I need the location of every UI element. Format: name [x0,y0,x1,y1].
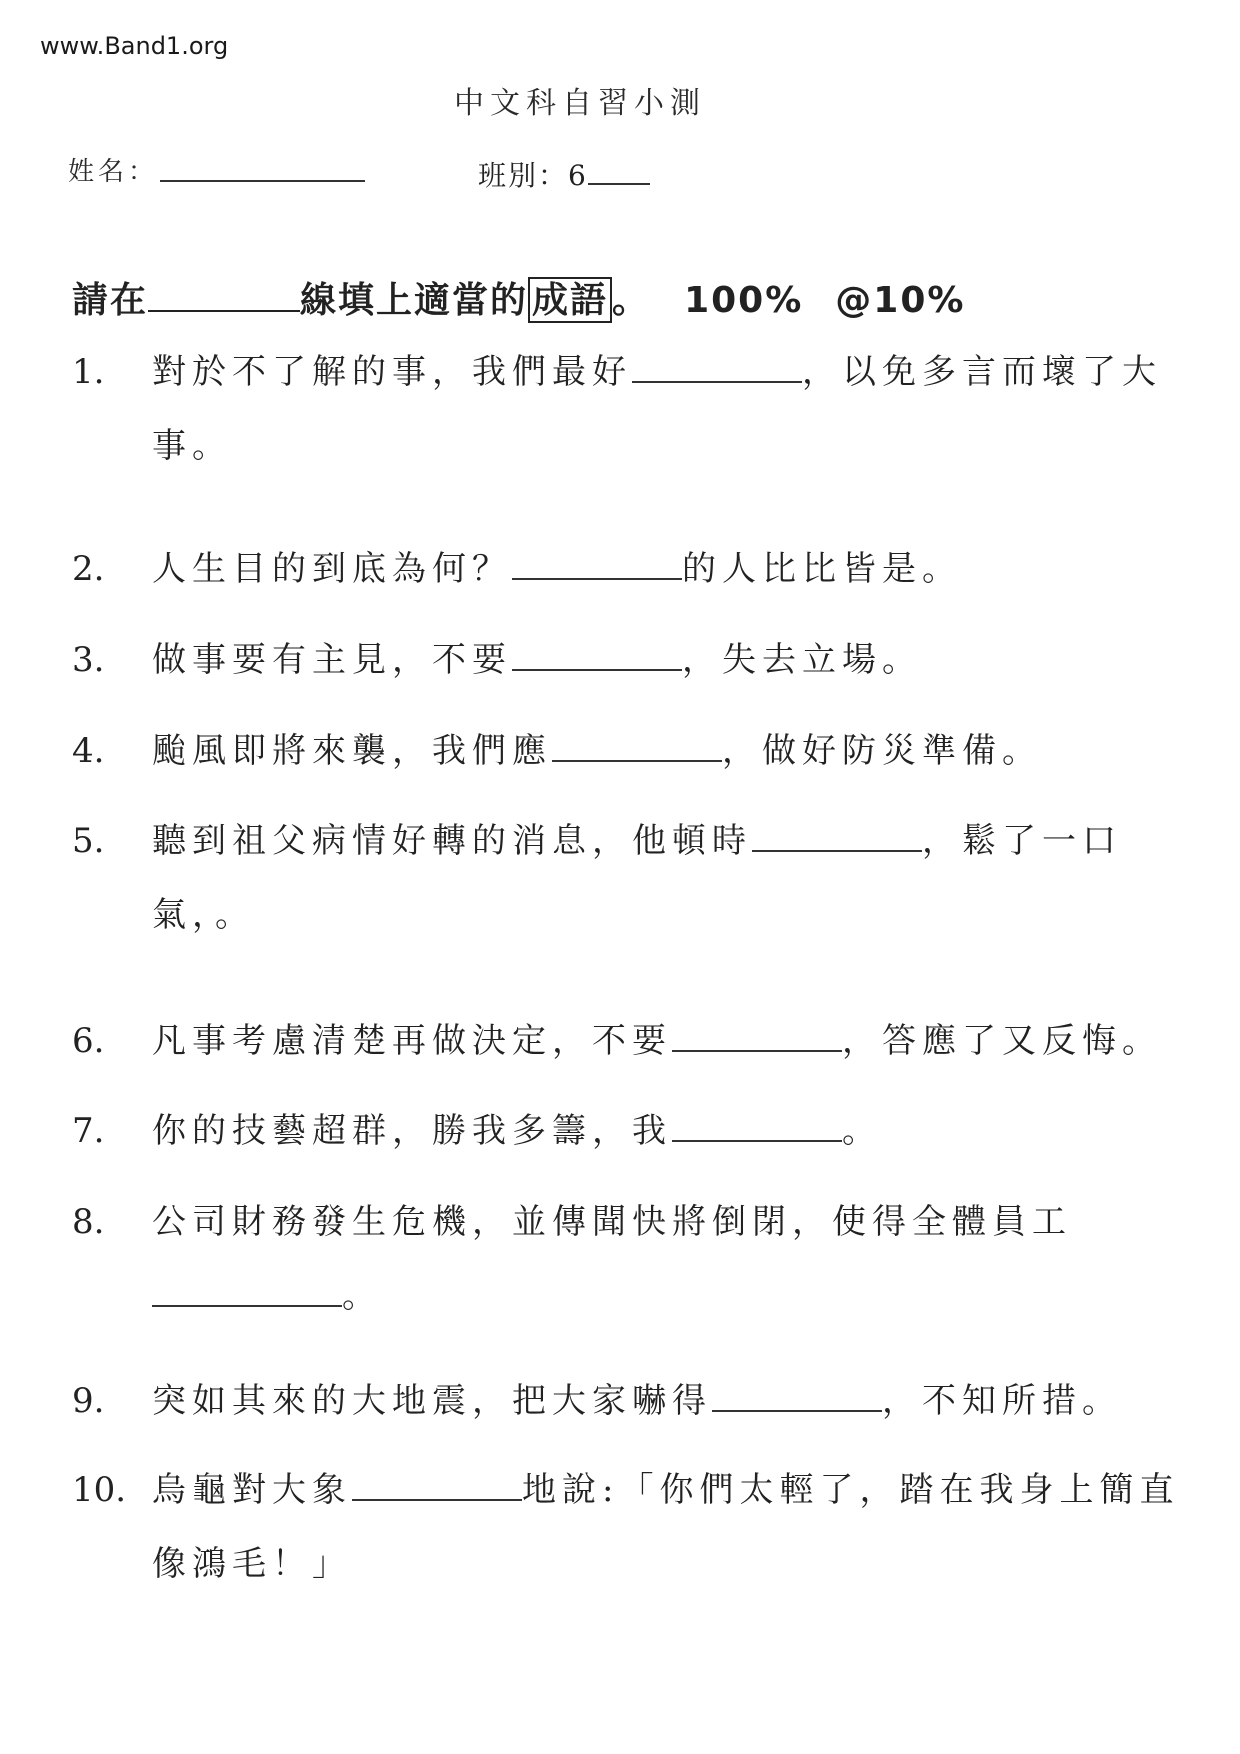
question-8 [72,1185,1172,1333]
answer-blank-10[interactable] [352,1473,522,1501]
answer-blank-6[interactable] [672,1024,842,1052]
class-blank[interactable] [588,157,650,185]
question-number: 1. [72,352,105,392]
watermark-url: www.Band1.org [40,32,229,60]
question-text-before: 做事要有主見，不要 [152,640,512,680]
instruction-prefix: 請在 [72,279,149,321]
answer-blank-8[interactable] [152,1279,342,1307]
question-text-after: 的人比比皆是。 [682,549,962,589]
question-2 [72,532,1172,606]
page-title: 中文科自習小測 [454,86,706,121]
question-text-after: ，做好防災準備。 [722,731,1042,771]
question-text-before: 人生目的到底為何？ [152,549,512,589]
name-label: 姓名： [68,157,159,187]
question-text-before: 聽到祖父病情好轉的消息，他頓時 [152,821,752,861]
question-text-continued: 事。 [152,426,232,466]
question-text-continued: 氣，。 [152,895,255,935]
question-text-before: 烏龜對大象 [152,1470,352,1510]
instruction [72,272,965,323]
question-6 [72,1004,1172,1078]
answer-blank-1[interactable] [632,355,802,383]
question-text-after: 。 [842,1111,882,1151]
answer-blank-2[interactable] [512,552,682,580]
question-text-after: ，以免多言而壞了大 [802,352,1162,392]
instruction-blank-sample [148,284,300,312]
question-text-before: 公司財務發生危機，並傳聞快將倒閉，使得全體員工 [152,1202,1072,1242]
score-total: 100% [684,280,804,321]
answer-blank-4[interactable] [552,734,722,762]
instruction-suffix: 。 [612,279,651,321]
question-number: 7. [72,1111,105,1151]
answer-blank-3[interactable] [512,643,682,671]
question-text-before: 對於不了解的事，我們最好 [152,352,632,392]
question-text-after: ，鬆了一口 [922,821,1122,861]
question-9 [72,1364,1172,1438]
question-text-continued: 像鴻毛！」 [152,1544,352,1584]
question-4 [72,714,1172,788]
question-text-after: ，失去立場。 [682,640,922,680]
question-continued-line [72,1259,1172,1333]
question-text-before: 颱風即將來襲，我們應 [152,731,552,771]
question-number: 4. [72,731,105,771]
question-text-after: ，不知所措。 [882,1381,1122,1421]
instruction-middle: 線填上適當的 [300,279,529,321]
question-text-after: ，答應了又反悔。 [842,1021,1162,1061]
instruction-boxed-word: 成語 [528,277,612,323]
name-blank[interactable] [160,180,365,182]
score-each: @10% [835,280,966,321]
name-field [68,155,158,185]
question-text-before: 你的技藝超群，勝我多籌，我 [152,1111,672,1151]
question-number: 5. [72,821,105,861]
question-text-after: 。 [342,1276,382,1316]
question-5 [72,804,1172,952]
answer-blank-7[interactable] [672,1114,842,1142]
question-text-before: 突如其來的大地震，把大家嚇得 [152,1381,712,1421]
question-1 [72,335,1172,483]
question-text-after: 地說:「你們太輕了，踏在我身上簡直 [522,1470,1180,1510]
class-value: 6 [568,159,588,192]
class-field [478,154,650,194]
question-7 [72,1094,1172,1168]
class-label: 班別： [478,159,569,192]
question-10 [72,1453,1180,1601]
question-number: 3. [72,640,105,680]
question-number: 10. [72,1470,127,1510]
question-text-before: 凡事考慮清楚再做決定，不要 [152,1021,672,1061]
question-number: 9. [72,1381,105,1421]
question-number: 8. [72,1202,105,1242]
question-number: 2. [72,549,105,589]
answer-blank-5[interactable] [752,824,922,852]
question-number: 6. [72,1021,105,1061]
question-3 [72,623,1172,697]
answer-blank-9[interactable] [712,1384,882,1412]
